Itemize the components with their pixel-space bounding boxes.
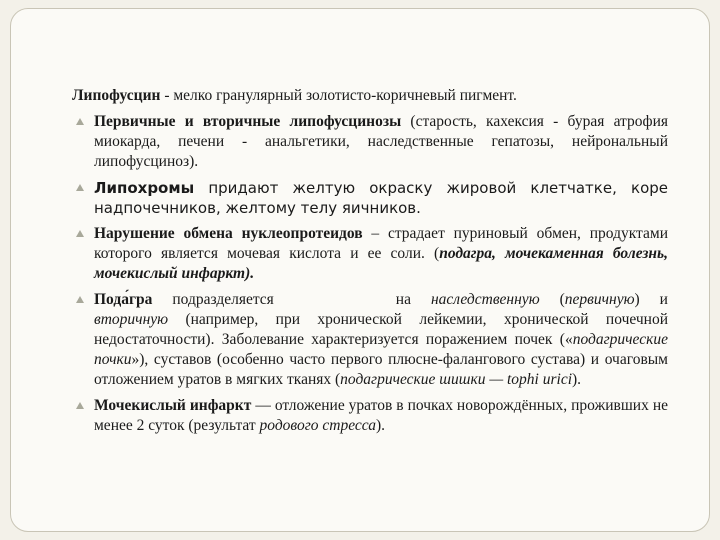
bullet-icon bbox=[76, 118, 84, 125]
list-item-uric-acid-infarct bbox=[72, 396, 668, 436]
list-item-gout bbox=[72, 290, 668, 390]
item-text: ( bbox=[539, 291, 565, 308]
item-text: ) и bbox=[634, 291, 668, 308]
item-emphasis: подагра, мочекаменная болезнь, мочекислый инфаркт). bbox=[94, 245, 668, 282]
item-text: на bbox=[395, 291, 431, 308]
item-emphasis: наследственную bbox=[430, 291, 540, 308]
bullet-icon bbox=[76, 184, 84, 191]
item-text: подразделяется bbox=[152, 291, 274, 308]
item-term: Первичные и вторичные липофусцинозы bbox=[94, 113, 402, 130]
item-text: – страдает пуриновый обмен, продуктами которого является мочевая кислота и ее соли. ( bbox=[94, 225, 668, 262]
item-text: придают желтую окраску жировой клетчатке, коре надпочечников, желтому телу яичников. bbox=[94, 179, 668, 217]
item-term: Пода́гра bbox=[94, 291, 153, 308]
intro-paragraph bbox=[72, 86, 668, 106]
list-item-nucleoproteins bbox=[72, 224, 668, 284]
list-item-lipofuscinoses bbox=[72, 112, 668, 172]
intro-term: Липофусцин bbox=[72, 87, 161, 104]
item-emphasis: родового стресса bbox=[259, 417, 376, 434]
bullet-icon bbox=[76, 230, 84, 237]
item-text: (старость, кахексия - бурая атрофия миокарда, печени - анальгетики, наследственные гепатозы, нейрональный липофусциноз). bbox=[94, 113, 668, 170]
bullet-icon bbox=[76, 296, 84, 303]
item-emphasis: вторичную bbox=[94, 311, 169, 328]
item-term: Нарушение обмена нуклеопротеидов bbox=[94, 225, 363, 242]
item-emphasis: подагрические почки bbox=[94, 331, 668, 368]
item-text: »), суставов (особенно часто первого плюсне-фалангового сустава) и очаговым отложением уратов в мягких тканях ( bbox=[94, 351, 668, 388]
item-term: Липохромы bbox=[94, 179, 195, 197]
item-term: Мочекислый инфаркт bbox=[94, 397, 252, 414]
bullet-icon bbox=[76, 402, 84, 409]
item-emphasis: первичную bbox=[564, 291, 635, 308]
item-text: — отложение уратов в почках новорождённых, проживших не менее 2 суток (результат bbox=[94, 397, 668, 434]
intro-text: - мелко гранулярный золотисто-коричневый пигмент. bbox=[160, 87, 517, 104]
item-emphasis: подагрические шишки — tophi urici bbox=[340, 371, 573, 388]
slide-content bbox=[72, 86, 668, 442]
item-text: (например, при хронической лейкемии, хронической почечной недостаточности). Заболевание характеризуется поражением почек (« bbox=[94, 311, 668, 348]
item-text: ). bbox=[572, 371, 582, 388]
item-text: ). bbox=[376, 417, 386, 434]
list-item-lipochromes bbox=[72, 178, 668, 218]
